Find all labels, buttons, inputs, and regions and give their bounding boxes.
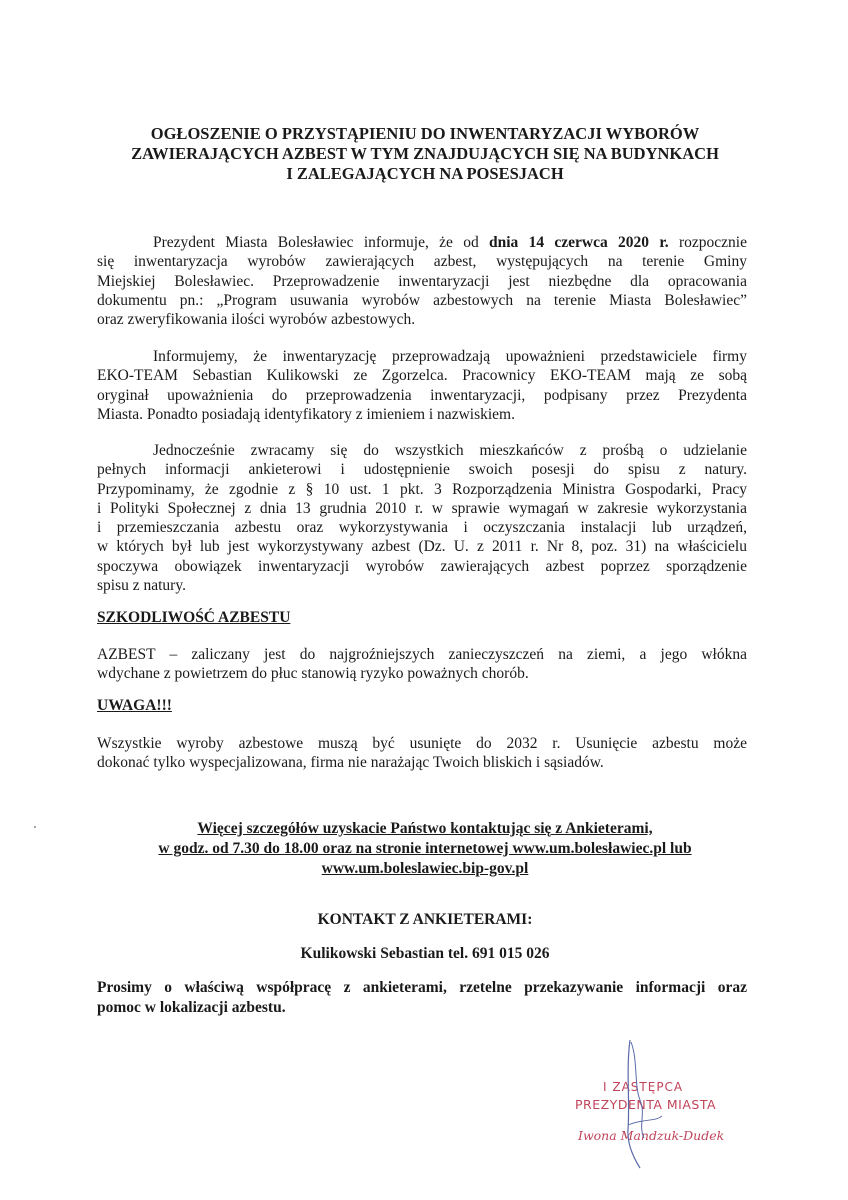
info-line-2: w godz. od 7.30 do 18.00 oraz na stronie internetowej www.um.bolesławiec.pl lub (158, 840, 692, 857)
paragraph-line: w których był lub jest wykorzystywany azbest (Dz. U. z 2011 r. Nr 8, poz. 31) na właścicielu (97, 538, 747, 556)
paragraph-line (97, 233, 747, 252)
paragraph-line: dokumentu pn.: „Program usuwania wyrobów azbestowych na terenie Miasta Bolesławiec” (97, 291, 747, 309)
heading-warning: UWAGA!!! (97, 697, 172, 714)
closing-line: Prosimy o właściwą współpracę z ankieterami, rzetelne przekazywanie informacji oraz (97, 979, 747, 996)
paragraph-start-date (97, 233, 747, 329)
paragraph-line: Informujemy, że inwentaryzację przeprowadzają upoważnieni przedstawiciele firmy (153, 348, 747, 365)
closing-line: pomoc w lokalizacji azbestu. (97, 999, 286, 1016)
paragraph-line: Jednocześnie zwracamy się do wszystkich mieszkańców z prośbą o udzielanie (153, 442, 747, 459)
stamp-line-2: PREZYDENTA MIASTA (575, 1097, 717, 1112)
handwritten-signature (600, 1030, 680, 1180)
title-line-1: OGŁOSZENIE O PRZYSTĄPIENIU DO INWENTARYZACJI WYBORÓW (150, 124, 700, 143)
paragraph-line: EKO-TEAM Sebastian Kulikowski ze Zgorzelca. Pracownicy EKO-TEAM mają ze sobą (97, 367, 747, 385)
paragraph-asbestos (97, 645, 747, 684)
paragraph-line: pełnych informacji ankieterowi i udostępnienie swoich posesji do spisu z natury. (97, 461, 747, 479)
paragraph-deadline (97, 734, 747, 773)
contact-heading: KONTAKT Z ANKIETERAMI: (317, 911, 533, 928)
contact-person: Kulikowski Sebastian tel. 691 015 026 (300, 945, 550, 962)
paragraph-line: spoczywa obowiązek inwentaryzacji wyrobów zawierających azbest poprzez sporządzenie (97, 557, 747, 575)
paragraph-line: wdychane z powietrzem do płuc stanowią ryzyko poważnych chorób. (97, 665, 529, 683)
paragraph-eko-team (97, 347, 747, 424)
paragraph-line: dokonać tylko wyspecjalizowana, firma nie narażając Twoich bliskich i sąsiadów. (97, 754, 604, 772)
paragraph-line: oryginał upoważnienia do przeprowadzenia inwentaryzacji, podpisany przez Prezydenta (97, 386, 747, 404)
text-span: Prezydent Miasta Bolesławiec informuje, że od (153, 234, 489, 251)
heading-harmfulness: SZKODLIWOŚĆ AZBESTU (97, 609, 291, 626)
document-title (80, 124, 770, 184)
info-line-1: Więcej szczegółów uzyskacie Państwo kontaktując się z Ankieterami, (197, 820, 653, 837)
scan-speck (34, 826, 36, 828)
paragraph-line: spisu z natury. (97, 577, 186, 595)
closing-request (97, 978, 747, 1018)
paragraph-regulation (97, 441, 747, 595)
paragraph-line: oraz zweryfikowania ilości wyrobów azbestowych. (97, 311, 416, 329)
paragraph-line: Wszystkie wyroby azbestowe muszą być usunięte do 2032 r. Usunięcie azbestu może (97, 735, 747, 752)
stamp-line-1: I ZASTĘPCA (603, 1080, 684, 1094)
paragraph-line: się inwentaryzacja wyrobów zawierających azbest, występujących na terenie Gminy (97, 253, 747, 271)
stamp-name: Iwona Mandzuk-Dudek (578, 1128, 725, 1143)
title-line-2: ZAWIERAJĄCYCH AZBEST W TYM ZNAJDUJĄCYCH SIĘ NA BUDYNKACH (131, 144, 719, 163)
paragraph-line: Miasta. Ponadto posiadają identyfikatory z imieniem i nazwiskiem. (97, 405, 515, 423)
paragraph-line: i Polityki Społecznej z dnia 13 grudnia 2010 r. w sprawie wymagań w zakresie wykorzystania (97, 499, 747, 517)
paragraph-line: Przypominamy, że zgodnie z § 10 ust. 1 pkt. 3 Rozporządzenia Ministra Gospodarki, Pracy (97, 480, 747, 498)
start-date: dnia 14 czerwca 2020 r. (489, 234, 669, 251)
paragraph-line: i przemieszczania azbestu oraz wykorzystywania i oczyszczania instalacji lub urządzeń, (97, 519, 747, 537)
paragraph-line: Miejskiej Bolesławiec. Przeprowadzenie inwentaryzacji jest niezbędne dla opracowania (97, 272, 747, 290)
paragraph-line: AZBEST – zaliczany jest do najgroźniejszych zanieczyszczeń na ziemi, a jego włókna (97, 646, 747, 663)
text-span: rozpocznie (668, 234, 747, 251)
info-block (80, 819, 770, 879)
title-line-3: I ZALEGAJĄCYCH NA POSESJACH (286, 164, 564, 183)
info-line-3: www.um.boleslawiec.bip-gov.pl (321, 860, 529, 877)
